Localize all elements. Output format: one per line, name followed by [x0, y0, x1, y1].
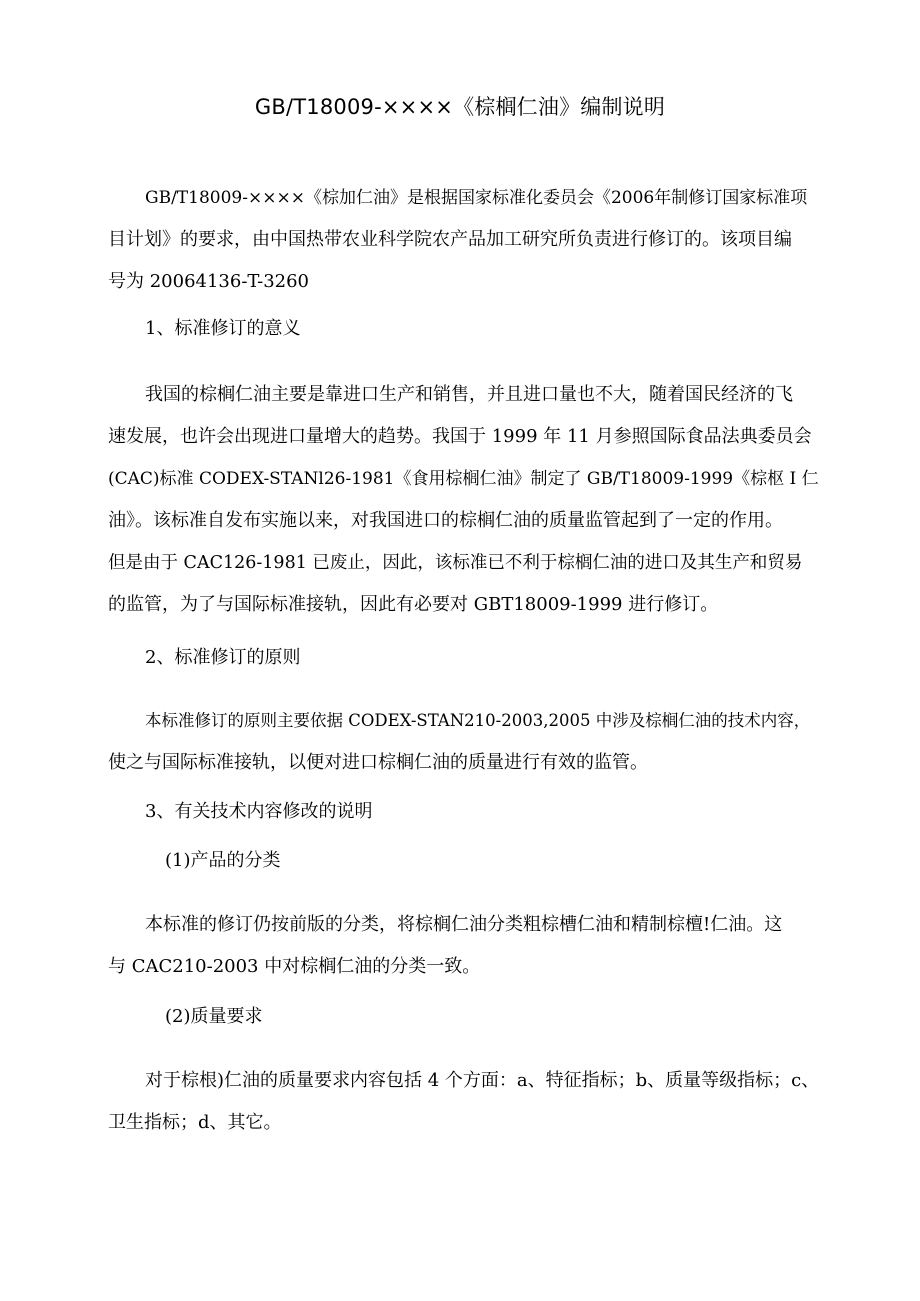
section-1-paragraph — [108, 374, 820, 626]
section-3-heading: 3、有关技术内容修改的说明 — [145, 801, 373, 822]
intro-line-1: GB/T18009-××××《棕加仁油》是根据国家标准化委员会《2006年制修订国家标准项 — [145, 188, 808, 208]
section-3-sub-1-heading: (1)产品的分类 — [165, 850, 281, 871]
section-1-line-4: 油》。该标准自发布实施以来，对我国进口的棕榈仁油的质量监管起到了一定的作用。 — [108, 510, 783, 531]
section-1-heading: 1、标准修订的意义 — [145, 318, 301, 339]
section-1-line-3: (CAC)标准 CODEX-STANl26-1981《食用棕榈仁油》制定了 GB/T18009-1999《棕枢 I 仁 — [108, 469, 819, 489]
sub-2-line-1: 对于棕根)仁油的质量要求内容包括 4 个方面：a、特征指标；b、质量等级指标；c、 — [145, 1070, 820, 1091]
section-2-paragraph — [108, 700, 820, 784]
intro-paragraph — [108, 177, 820, 303]
section-2-line-1: 本标准修订的原则主要依据 CODEX-STAN210-2003,2005 中涉及棕榈仁油的技术内容， — [145, 711, 811, 730]
section-3-sub-2-heading: (2)质量要求 — [165, 1006, 263, 1027]
section-1-line-5: 但是由于 CAC126-1981 已废止，因此，该标准已不利于棕榈仁油的进口及其生产和贸易 — [108, 553, 803, 573]
section-1-line-2: 速发展，也许会出现进口量增大的趋势。我国于 1999 年 11 月参照国际食品法典委员会 — [108, 426, 812, 447]
section-1-line-1: 我国的棕榈仁油主要是靠进口生产和销售，并且进口量也不大，随着国民经济的飞 — [145, 384, 793, 405]
document-title: GB/T18009-××××《棕榈仁油》编制说明 — [254, 95, 666, 119]
sub-1-line-2: 与 CAC210-2003 中对棕榈仁油的分类一致。 — [108, 956, 481, 977]
section-2-heading: 2、标准修订的原则 — [145, 647, 301, 668]
section-1-line-6: 的监管，为了与国际标准接轨，因此有必要对 GBT18009-1999 进行修订。 — [108, 594, 719, 615]
intro-line-2: 目计划》的要求，由中国热带农业科学院农产品加工研究所负责进行修订的。该项目编 — [108, 229, 792, 250]
intro-line-3: 号为 20064136-T-3260 — [108, 271, 309, 292]
section-2-line-2: 使之与国际标准接轨，以便对进口棕榈仁油的质量进行有效的监管。 — [108, 752, 648, 773]
sub-2-line-2: 卫生指标；d、其它。 — [108, 1112, 282, 1133]
section-3-sub-2-paragraph — [108, 1060, 820, 1144]
sub-1-line-1: 本标准的修订仍按前版的分类，将棕榈仁油分类粗棕槽仁油和精制棕檀!仁油。这 — [145, 914, 783, 935]
section-3-sub-1-paragraph — [108, 904, 820, 988]
